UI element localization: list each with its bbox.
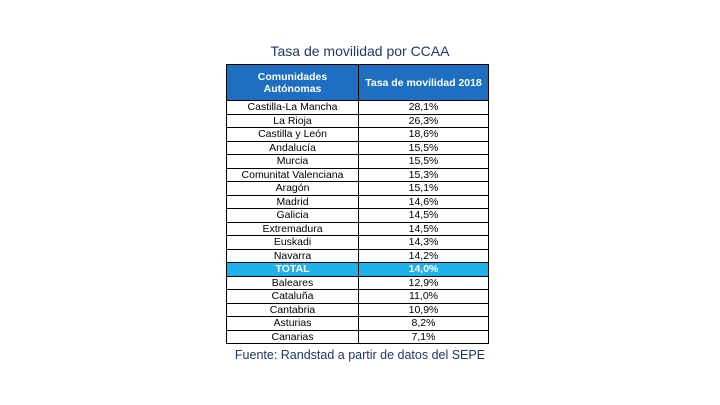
- table-title: Tasa de movilidad por CCAA: [270, 43, 450, 59]
- table-row: [227, 182, 489, 196]
- rate-cell: 10,9%: [359, 303, 489, 317]
- rate-cell: 14,5%: [359, 209, 489, 223]
- region-cell: La Rioja: [227, 114, 359, 128]
- table-row: [227, 222, 489, 236]
- rate-cell: 18,6%: [359, 128, 489, 142]
- region-cell: Castilla-La Mancha: [227, 101, 359, 115]
- rate-cell: 14,3%: [359, 236, 489, 250]
- table-row: [227, 330, 489, 344]
- region-cell: Galicia: [227, 209, 359, 223]
- table-row: [227, 141, 489, 155]
- table-row: [227, 168, 489, 182]
- region-cell: Asturias: [227, 317, 359, 331]
- region-cell: Cataluña: [227, 290, 359, 304]
- region-cell: Euskadi: [227, 236, 359, 250]
- rate-cell: 14,2%: [359, 249, 489, 263]
- region-cell: Castilla y León: [227, 128, 359, 142]
- region-cell: Murcia: [227, 155, 359, 169]
- column-header-region: Comunidades Autónomas: [227, 65, 359, 101]
- table-row: [227, 276, 489, 290]
- header-row: [227, 65, 489, 101]
- region-cell: Andalucía: [227, 141, 359, 155]
- table-row: [227, 128, 489, 142]
- region-cell: Aragón: [227, 182, 359, 196]
- table-row: [227, 155, 489, 169]
- rate-cell: 8,2%: [359, 317, 489, 331]
- total-row: [227, 263, 489, 277]
- region-cell: Comunitat Valenciana: [227, 168, 359, 182]
- rate-cell: 28,1%: [359, 101, 489, 115]
- rate-cell: 7,1%: [359, 330, 489, 344]
- table-row: [227, 249, 489, 263]
- rate-cell: 15,5%: [359, 155, 489, 169]
- rate-cell: 14,0%: [359, 263, 489, 277]
- rate-cell: 15,5%: [359, 141, 489, 155]
- region-cell: Canarias: [227, 330, 359, 344]
- region-cell: Cantabria: [227, 303, 359, 317]
- table-body: [227, 101, 489, 344]
- rate-cell: 14,5%: [359, 222, 489, 236]
- rate-cell: 15,1%: [359, 182, 489, 196]
- rate-cell: 11,0%: [359, 290, 489, 304]
- table-row: [227, 317, 489, 331]
- region-cell: Extremadura: [227, 222, 359, 236]
- region-cell: Baleares: [227, 276, 359, 290]
- rate-cell: 15,3%: [359, 168, 489, 182]
- rate-cell: 12,9%: [359, 276, 489, 290]
- table-row: [227, 114, 489, 128]
- table-row: [227, 101, 489, 115]
- column-header-rate: Tasa de movilidad 2018: [359, 65, 489, 101]
- source-note: Fuente: Randstad a partir de datos del SEPE: [234, 348, 486, 362]
- table-row: [227, 195, 489, 209]
- table-row: [227, 236, 489, 250]
- table-row: [227, 209, 489, 223]
- rate-cell: 14,6%: [359, 195, 489, 209]
- table-row: [227, 290, 489, 304]
- region-cell: TOTAL: [227, 263, 359, 277]
- mobility-table: [226, 64, 489, 344]
- rate-cell: 26,3%: [359, 114, 489, 128]
- region-cell: Navarra: [227, 249, 359, 263]
- region-cell: Madrid: [227, 195, 359, 209]
- table-row: [227, 303, 489, 317]
